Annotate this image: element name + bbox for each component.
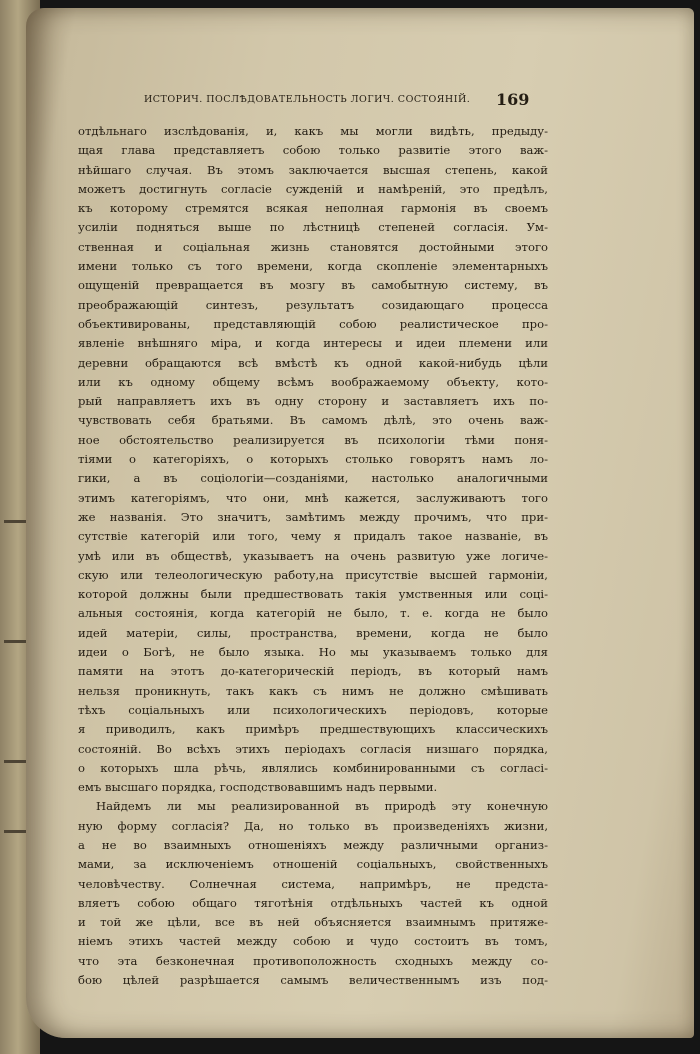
previous-page-text-mark [4, 640, 26, 643]
text-line: альныя состоянія, когда категорій не было, т. е. когда не было [78, 606, 548, 621]
text-line: можетъ достигнуть согласіе сужденій и намѣреній, это предѣлъ, [78, 181, 548, 196]
text-line: нѣйшаго случая. Въ этомъ заключается высшая степень, какой [78, 162, 548, 177]
text-line: я приводилъ, какъ примѣръ предшествующихъ классическихъ [78, 722, 548, 737]
text-line: емъ высшаго порядка, господствовавшимъ надъ первыми. [78, 780, 438, 795]
text-line: вляетъ собою общаго тяготѣнія отдѣльныхъ частей къ одной [78, 895, 548, 910]
text-line: нельзя проникнуть, такъ какъ съ нимъ не должно смѣшивать [78, 683, 548, 698]
text-line: ственная и соціальная жизнь становятся достойными этого [78, 239, 548, 254]
text-line: объективированы, представляющій собою реалистическое про- [78, 316, 548, 331]
text-line: ное обстоятельство реализируется въ психологіи тѣми поня- [78, 432, 548, 447]
text-line: бою цѣлей разрѣшается самымъ величественнымъ изъ под- [78, 973, 548, 988]
text-line: что эта безконечная противоположность сходныхъ между со- [78, 953, 548, 968]
text-line: а не во взаимныхъ отношеніяхъ между различными организ- [78, 837, 548, 852]
text-line: отдѣльнаго изслѣдованія, и, какъ мы могли видѣть, предыду- [78, 124, 548, 138]
text-line: явленіе внѣшняго міра, и когда интересы и идеи племени или [78, 336, 548, 351]
text-line: ощущеній превращается въ мозгу въ самобытную систему, въ [78, 278, 548, 293]
text-line: ную форму согласія? Да, но только въ произведеніяхъ жизни, [78, 818, 548, 833]
text-line: тѣхъ соціальныхъ или психологическихъ періодовъ, которые [78, 702, 548, 717]
text-line: усиліи подняться выше по лѣстницѣ степеней согласія. Ум- [78, 220, 548, 235]
text-line: умѣ или въ обществѣ, указываетъ на очень развитую уже логиче- [78, 548, 548, 563]
text-line: состояній. Во всѣхъ этихъ періодахъ согласія низшаго порядка, [78, 741, 548, 756]
text-line: деревни обращаются всѣ вмѣстѣ къ одной какой-нибудь цѣли [78, 355, 548, 370]
text-line: преображающій синтезъ, результатъ созидающаго процесса [78, 297, 548, 312]
text-line: скую или телеологическую работу,на присутствіе высшей гармоніи, [78, 567, 548, 582]
text-line: мами, за исключеніемъ отношеній соціальныхъ, свойственныхъ [78, 857, 548, 872]
text-line: которой должны были предшествовать такія умственныя или соці- [78, 587, 548, 602]
previous-page-text-mark [4, 520, 26, 523]
text-line: Найдемъ ли мы реализированной въ природѣ эту конечную [96, 799, 548, 814]
text-line: къ которому стремятся всякая неполная гармонія въ своемъ [78, 201, 548, 216]
text-line: идеи о Богѣ, не было языка. Но мы указываемъ только для [78, 645, 548, 660]
text-line: о которыхъ шла рѣчь, являлись комбинированными съ согласі- [78, 760, 548, 775]
page-number: 169 [496, 90, 530, 109]
text-line: чувствовать себя братьями. Въ самомъ дѣлѣ, это очень важ- [78, 413, 548, 428]
text-line: этимъ категоріямъ, что они, мнѣ кажется, заслуживаютъ того [78, 490, 548, 505]
text-line: и той же цѣли, все въ ней объясняется взаимнымъ притяже- [78, 915, 548, 930]
running-head: ИСТОРИЧ. ПОСЛѢДОВАТЕЛЬНОСТЬ ЛОГИЧ. СОСТОЯНІЙ. [144, 94, 471, 105]
previous-page-text-mark [4, 830, 26, 833]
text-line: рый направляетъ ихъ въ одну сторону и заставляетъ ихъ по- [78, 394, 548, 409]
text-line: же названія. Это значитъ, замѣтимъ между прочимъ, что при- [78, 509, 548, 524]
text-line: идей матеріи, силы, пространства, времени, когда не было [78, 625, 548, 640]
page-body-text [78, 122, 548, 990]
book-page [26, 8, 694, 1038]
text-line: имени только съ того времени, когда скопленіе элементарныхъ [78, 259, 548, 274]
text-line: или къ одному общему всѣмъ воображаемому объекту, кото- [78, 374, 548, 389]
previous-page-text-mark [4, 760, 26, 763]
text-line: гики, а въ соціологіи—созданіями, настолько аналогичными [78, 471, 548, 486]
text-line: памяти на этотъ до-категорическій періодъ, въ который намъ [78, 664, 548, 679]
text-line: человѣчеству. Солнечная система, напримѣръ, не предста- [78, 876, 548, 891]
text-line: щая глава представляетъ собою только развитіе этого важ- [78, 143, 548, 158]
text-line: ніемъ этихъ частей между собою и чудо состоитъ въ томъ, [78, 934, 548, 949]
text-line: сутствіе категорій или того, чему я придалъ такое названіе, въ [78, 529, 548, 544]
text-line: тіями о категоріяхъ, о которыхъ столько говорятъ намъ ло- [78, 452, 548, 467]
